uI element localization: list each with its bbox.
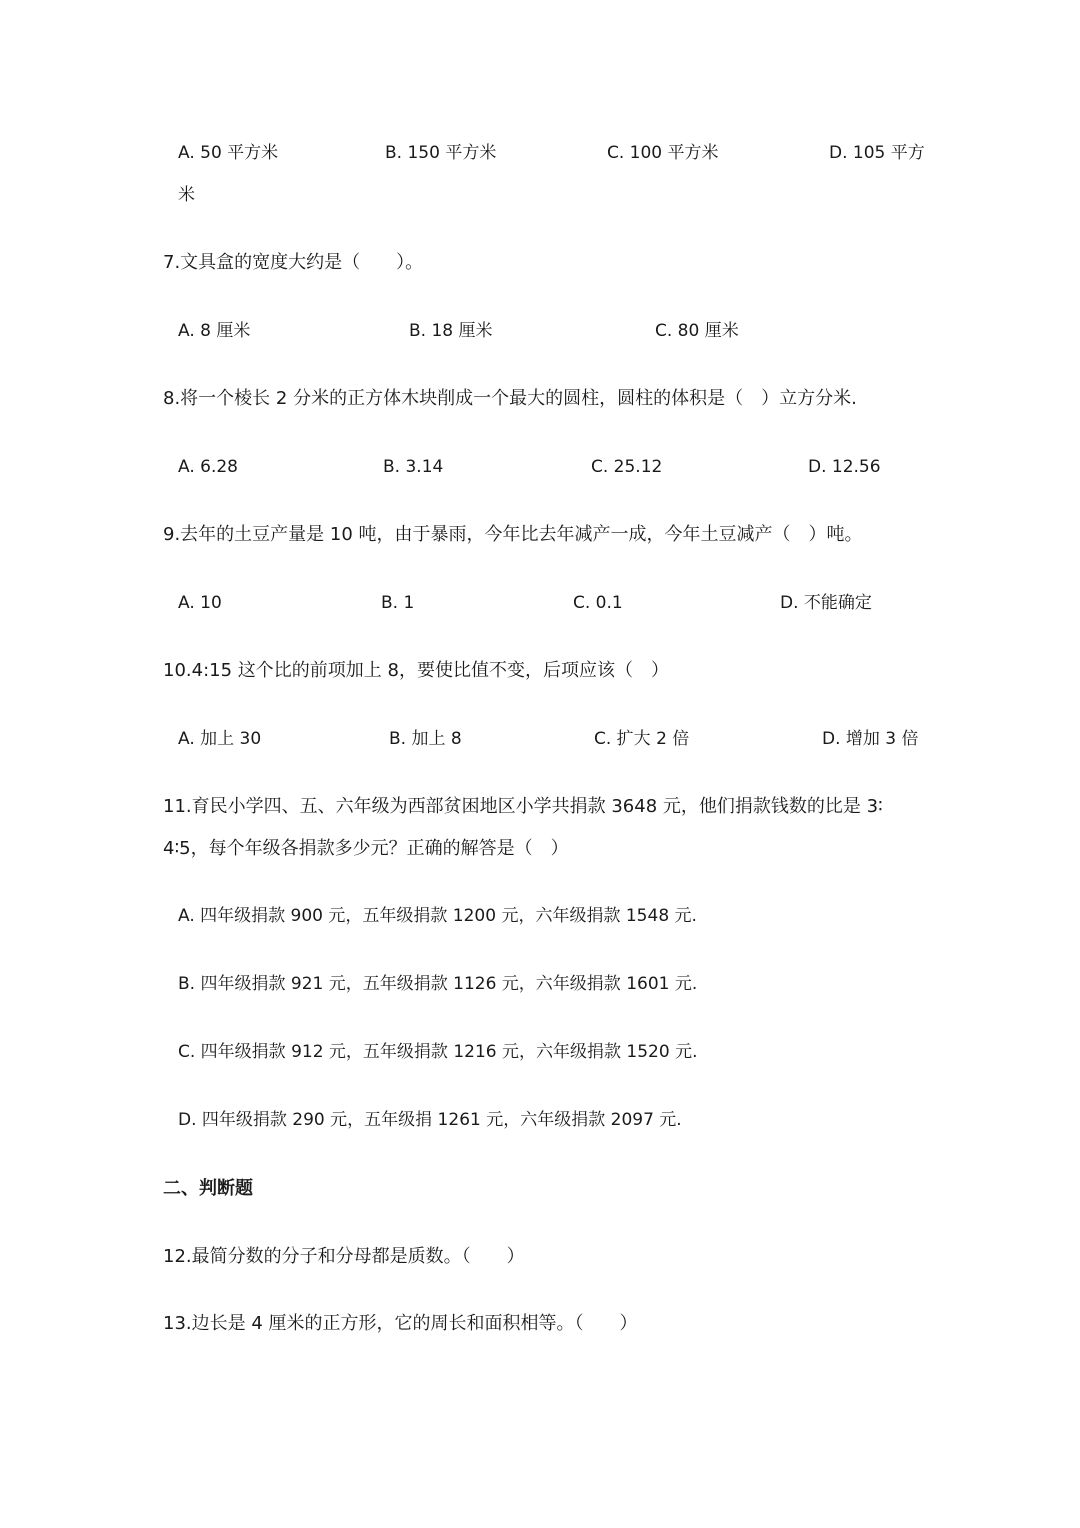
- q9-option-c: C. 0.1: [573, 593, 623, 613]
- q10-stem: 10.4:15 这个比的前项加上 8，要使比值不变，后项应该（ ）: [163, 660, 669, 681]
- q8-option-a: A. 6.28: [178, 457, 238, 477]
- q10-option-a: A. 加上 30: [178, 729, 262, 749]
- q9-stem: 9.去年的土豆产量是 10 吨，由于暴雨，今年比去年减产一成，今年土豆减产（ ）吨。: [163, 524, 863, 545]
- q6-option-d: D. 105 平方: [829, 143, 925, 163]
- q6-option-c: C. 100 平方米: [607, 143, 719, 163]
- q8-stem: 8.将一个棱长 2 分米的正方体木块削成一个最大的圆柱，圆柱的体积是（ ）立方分米.: [163, 388, 857, 409]
- q11-option-b: B. 四年级捐款 921 元，五年级捐款 1126 元，六年级捐款 1601 元.: [178, 974, 698, 994]
- q13-stem: 13.边长是 4 厘米的正方形，它的周长和面积相等。（ ）: [163, 1313, 638, 1334]
- q11-option-a: A. 四年级捐款 900 元，五年级捐款 1200 元，六年级捐款 1548 元.: [178, 906, 697, 926]
- q11-stem-line1: 11.育民小学四、五、六年级为西部贫困地区小学共捐款 3648 元，他们捐款钱数的比是 3∶: [163, 796, 883, 817]
- q10-option-d: D. 增加 3 倍: [822, 729, 919, 749]
- q12-stem: 12.最简分数的分子和分母都是质数。（ ）: [163, 1246, 525, 1267]
- q10-option-c: C. 扩大 2 倍: [594, 729, 690, 749]
- q8-option-c: C. 25.12: [591, 457, 663, 477]
- q7-option-b: B. 18 厘米: [409, 321, 493, 341]
- q11-stem-line2: 4∶5，每个年级各捐款多少元？正确的解答是（ ）: [163, 838, 569, 859]
- q8-option-d: D. 12.56: [808, 457, 881, 477]
- q11-option-c: C. 四年级捐款 912 元，五年级捐款 1216 元，六年级捐款 1520 元.: [178, 1042, 698, 1062]
- q11-option-d: D. 四年级捐款 290 元，五年级捐 1261 元，六年级捐款 2097 元.: [178, 1110, 682, 1130]
- q9-option-a: A. 10: [178, 593, 222, 613]
- q6-option-a: A. 50 平方米: [178, 143, 279, 163]
- q9-option-b: B. 1: [381, 593, 415, 613]
- q8-option-b: B. 3.14: [383, 457, 444, 477]
- q10-option-b: B. 加上 8: [389, 729, 462, 749]
- q7-option-c: C. 80 厘米: [655, 321, 739, 341]
- q6-option-d-wrap: 米: [178, 185, 195, 205]
- q7-option-a: A. 8 厘米: [178, 321, 251, 341]
- q7-stem: 7.文具盒的宽度大约是（ ）。: [163, 252, 424, 273]
- q9-option-d: D. 不能确定: [780, 593, 872, 613]
- q6-option-b: B. 150 平方米: [385, 143, 497, 163]
- section-title-judgement: 二、判断题: [163, 1178, 253, 1199]
